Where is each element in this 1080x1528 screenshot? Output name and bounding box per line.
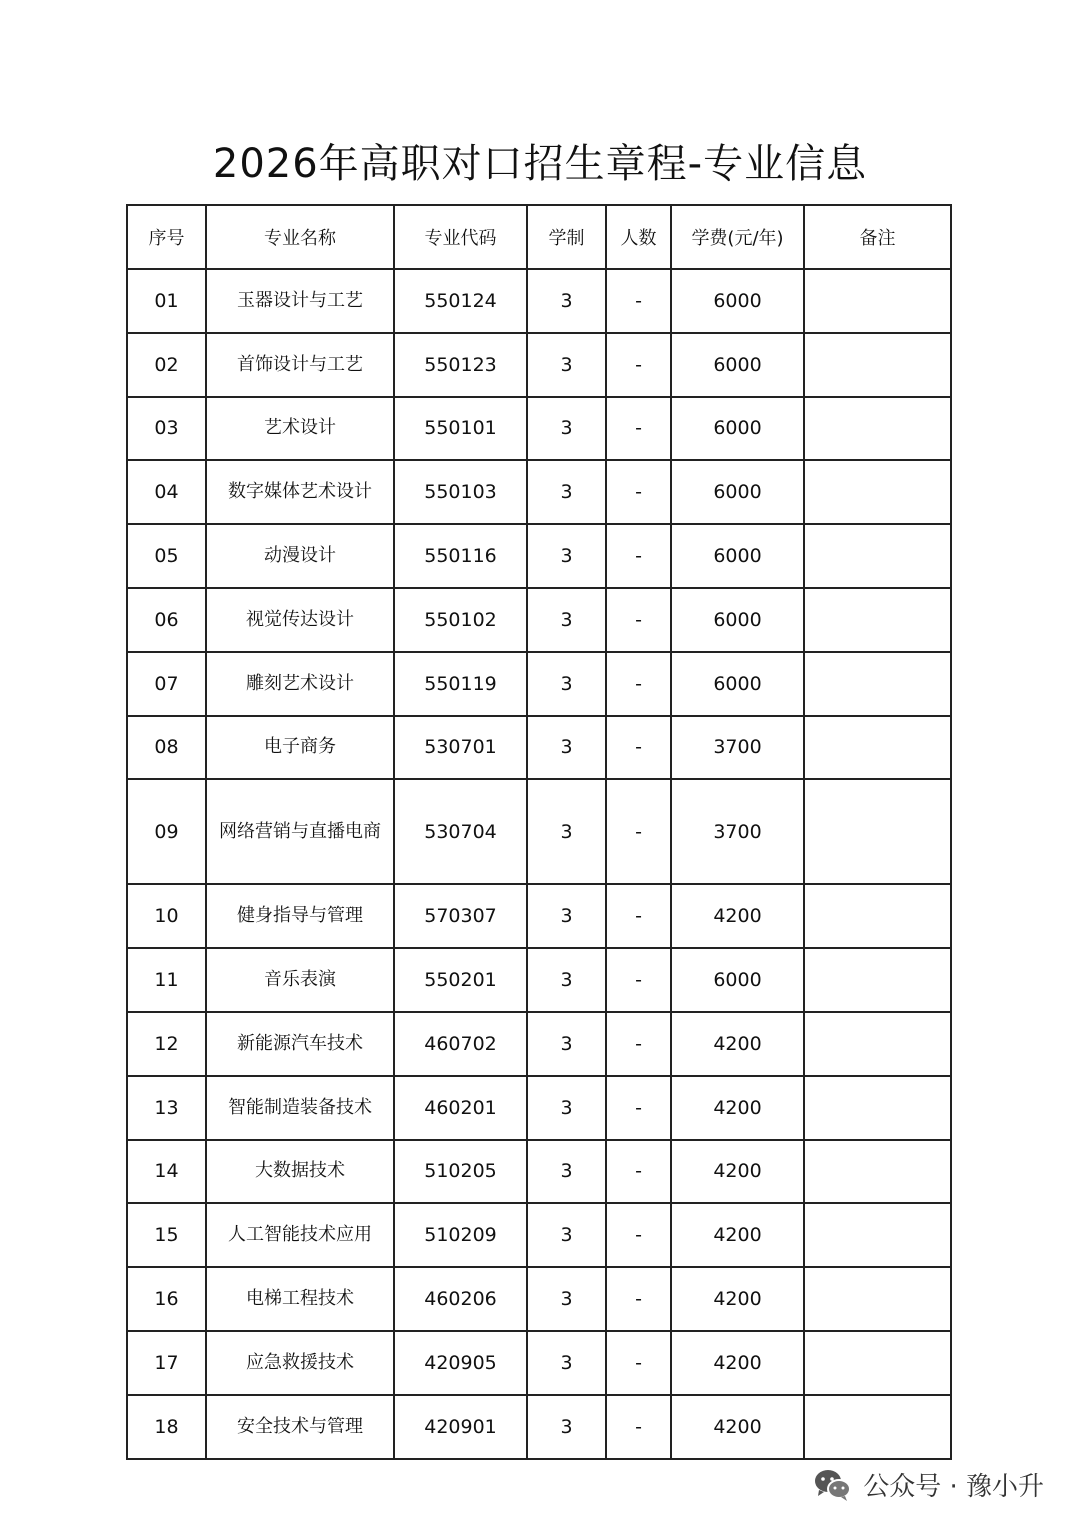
cell-note [804,1012,951,1076]
cell-count: - [606,333,671,397]
cell-no: 13 [127,1076,206,1140]
cell-note [804,884,951,948]
cell-code: 550103 [394,460,527,524]
cell-fee: 4200 [671,1076,804,1140]
cell-count: - [606,460,671,524]
cell-name: 动漫设计 [206,524,394,588]
cell-name: 音乐表演 [206,948,394,1012]
cell-name: 玉器设计与工艺 [206,269,394,333]
table-row [127,333,951,397]
cell-count: - [606,1331,671,1395]
cell-years: 3 [527,1140,606,1204]
cell-note [804,1267,951,1331]
cell-years: 3 [527,460,606,524]
cell-years: 3 [527,884,606,948]
cell-count: - [606,1076,671,1140]
cell-name: 电梯工程技术 [206,1267,394,1331]
header-count: 人数 [606,205,671,269]
cell-name: 新能源汽车技术 [206,1012,394,1076]
cell-fee: 4200 [671,1203,804,1267]
cell-count: - [606,779,671,884]
cell-no: 07 [127,652,206,716]
cell-code: 530701 [394,716,527,780]
cell-fee: 3700 [671,716,804,780]
wechat-icon [813,1467,853,1503]
cell-no: 02 [127,333,206,397]
cell-no: 10 [127,884,206,948]
cell-name: 首饰设计与工艺 [206,333,394,397]
cell-count: - [606,1395,671,1459]
table-row [127,588,951,652]
cell-no: 18 [127,1395,206,1459]
cell-count: - [606,269,671,333]
cell-name: 应急救援技术 [206,1331,394,1395]
cell-no: 15 [127,1203,206,1267]
cell-count: - [606,1267,671,1331]
table-row [127,652,951,716]
cell-fee: 6000 [671,652,804,716]
table-row [127,716,951,780]
cell-note [804,1076,951,1140]
cell-code: 510209 [394,1203,527,1267]
table-row [127,1076,951,1140]
cell-note [804,397,951,461]
cell-fee: 6000 [671,269,804,333]
cell-code: 550102 [394,588,527,652]
cell-note [804,588,951,652]
cell-name: 智能制造装备技术 [206,1076,394,1140]
cell-note [804,716,951,780]
cell-count: - [606,884,671,948]
cell-years: 3 [527,588,606,652]
cell-count: - [606,1012,671,1076]
cell-fee: 4200 [671,1140,804,1204]
cell-no: 12 [127,1012,206,1076]
cell-note [804,524,951,588]
table-row [127,779,951,884]
table-row [127,884,951,948]
cell-note [804,1395,951,1459]
cell-name: 安全技术与管理 [206,1395,394,1459]
cell-no: 04 [127,460,206,524]
cell-code: 550116 [394,524,527,588]
cell-count: - [606,652,671,716]
table-row [127,1267,951,1331]
cell-note [804,948,951,1012]
table-row [127,1012,951,1076]
cell-no: 05 [127,524,206,588]
cell-years: 3 [527,779,606,884]
cell-code: 510205 [394,1140,527,1204]
cell-years: 3 [527,1203,606,1267]
table-row [127,1203,951,1267]
cell-note [804,333,951,397]
cell-no: 03 [127,397,206,461]
cell-years: 3 [527,1267,606,1331]
cell-code: 550101 [394,397,527,461]
footer-text: 公众号 · 豫小升 [863,1472,1044,1502]
cell-years: 3 [527,948,606,1012]
table-row [127,1331,951,1395]
cell-years: 3 [527,652,606,716]
cell-no: 09 [127,779,206,884]
cell-years: 3 [527,1395,606,1459]
header-name: 专业名称 [206,205,394,269]
header-no: 序号 [127,205,206,269]
cell-code: 570307 [394,884,527,948]
cell-fee: 4200 [671,884,804,948]
cell-no: 06 [127,588,206,652]
table-row [127,948,951,1012]
cell-note [804,779,951,884]
cell-note [804,269,951,333]
table-row [127,1140,951,1204]
header-note: 备注 [804,205,951,269]
footer-watermark [813,1466,1044,1503]
cell-name: 数字媒体艺术设计 [206,460,394,524]
cell-years: 3 [527,397,606,461]
cell-name: 艺术设计 [206,397,394,461]
cell-no: 14 [127,1140,206,1204]
cell-fee: 6000 [671,524,804,588]
cell-years: 3 [527,333,606,397]
cell-name: 电子商务 [206,716,394,780]
table-row [127,1395,951,1459]
cell-name: 视觉传达设计 [206,588,394,652]
cell-code: 550123 [394,333,527,397]
cell-note [804,1331,951,1395]
cell-note [804,1140,951,1204]
cell-count: - [606,948,671,1012]
cell-count: - [606,397,671,461]
cell-fee: 6000 [671,397,804,461]
cell-name: 人工智能技术应用 [206,1203,394,1267]
table-row [127,460,951,524]
cell-years: 3 [527,1076,606,1140]
cell-years: 3 [527,1331,606,1395]
cell-count: - [606,588,671,652]
cell-fee: 6000 [671,333,804,397]
cell-fee: 6000 [671,460,804,524]
cell-years: 3 [527,269,606,333]
cell-code: 420905 [394,1331,527,1395]
header-fee: 学费(元/年) [671,205,804,269]
cell-name: 网络营销与直播电商 [206,779,394,884]
cell-name: 健身指导与管理 [206,884,394,948]
cell-years: 3 [527,716,606,780]
cell-code: 550124 [394,269,527,333]
cell-fee: 6000 [671,948,804,1012]
cell-code: 550201 [394,948,527,1012]
major-info-table [126,204,952,1460]
cell-note [804,1203,951,1267]
cell-fee: 4200 [671,1395,804,1459]
cell-fee: 6000 [671,588,804,652]
cell-no: 01 [127,269,206,333]
cell-code: 420901 [394,1395,527,1459]
cell-fee: 4200 [671,1012,804,1076]
cell-note [804,460,951,524]
cell-fee: 4200 [671,1267,804,1331]
cell-count: - [606,1203,671,1267]
cell-code: 460206 [394,1267,527,1331]
table-row [127,397,951,461]
cell-code: 530704 [394,779,527,884]
cell-note [804,652,951,716]
table-row [127,269,951,333]
header-years: 学制 [527,205,606,269]
cell-count: - [606,524,671,588]
cell-fee: 4200 [671,1331,804,1395]
cell-code: 460201 [394,1076,527,1140]
cell-code: 460702 [394,1012,527,1076]
cell-code: 550119 [394,652,527,716]
cell-years: 3 [527,524,606,588]
cell-no: 11 [127,948,206,1012]
cell-no: 17 [127,1331,206,1395]
header-code: 专业代码 [394,205,527,269]
table-header-row [127,205,951,269]
cell-years: 3 [527,1012,606,1076]
page-title: 2026年高职对口招生章程-专业信息 [212,141,868,187]
cell-no: 16 [127,1267,206,1331]
cell-name: 大数据技术 [206,1140,394,1204]
table-row [127,524,951,588]
cell-count: - [606,716,671,780]
cell-no: 08 [127,716,206,780]
cell-fee: 3700 [671,779,804,884]
cell-name: 雕刻艺术设计 [206,652,394,716]
cell-count: - [606,1140,671,1204]
